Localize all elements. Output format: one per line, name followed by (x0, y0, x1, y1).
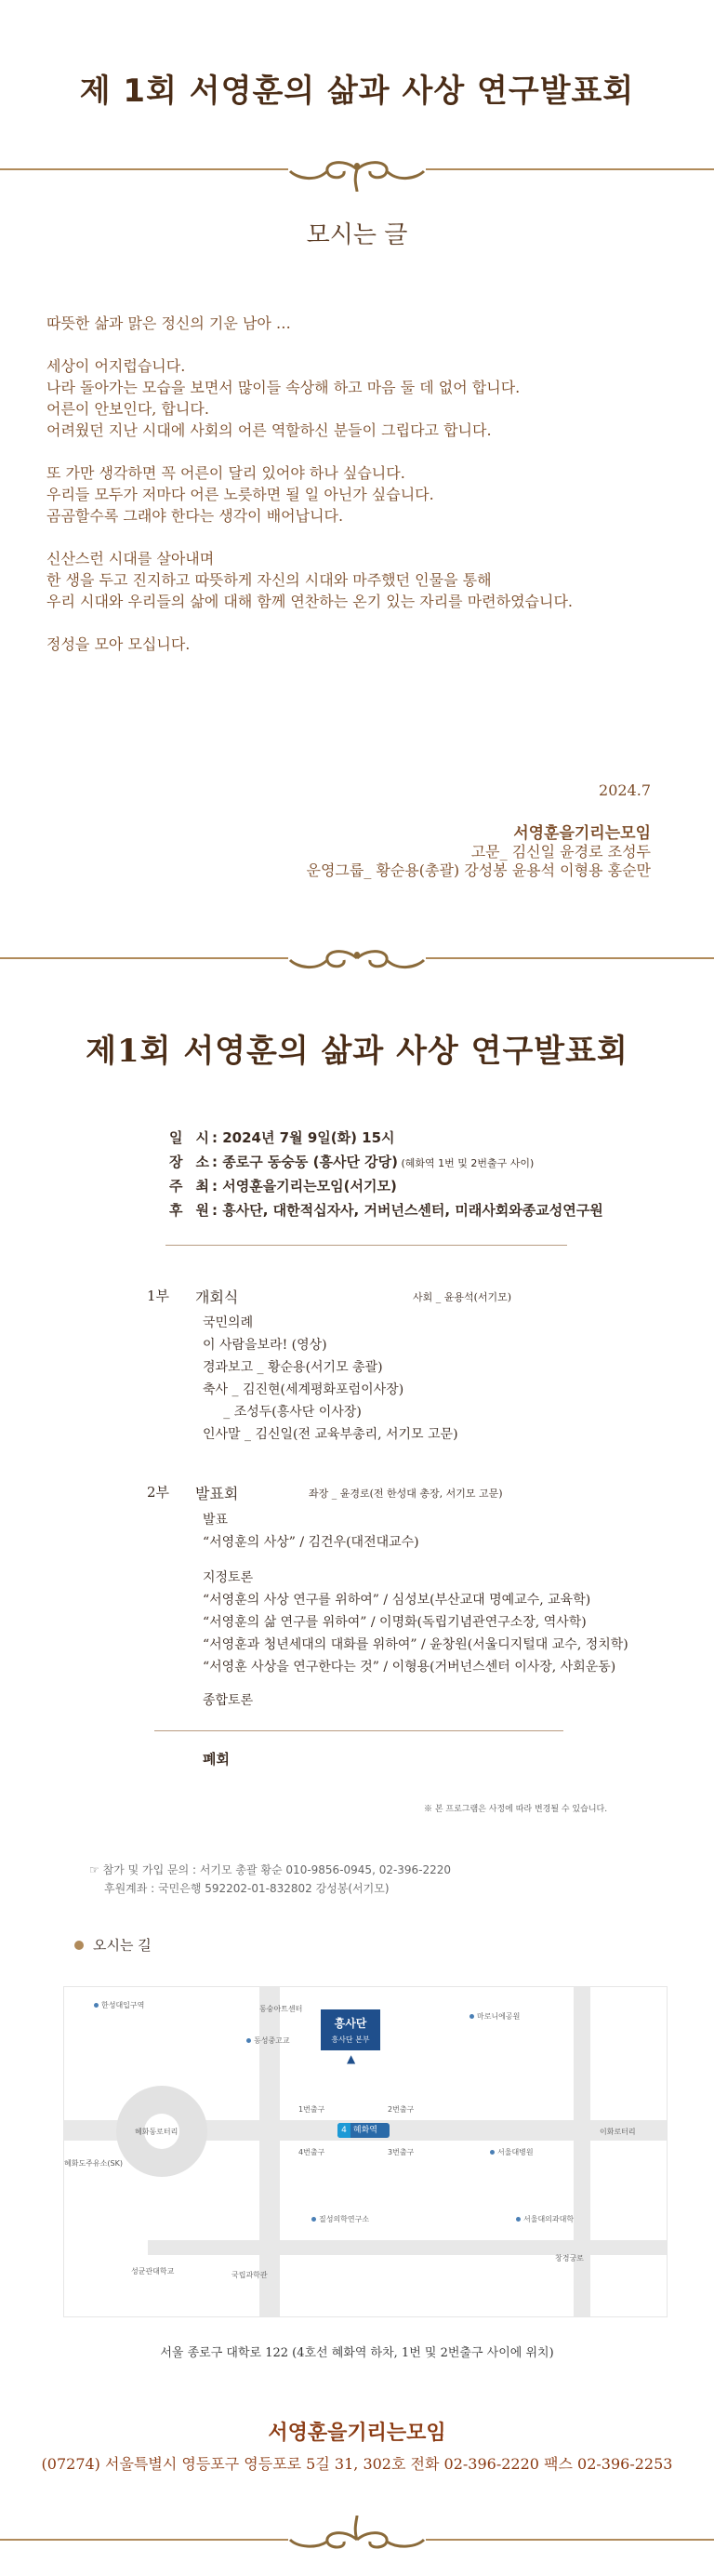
program-item: 이 사람을보라! (영상) (203, 1338, 327, 1353)
part1-moderator: 사회 _ 윤용석(서기모) (413, 1291, 512, 1303)
bullet-icon (74, 1941, 84, 1950)
presentation-item: “서영훈의 사상” / 김건우(대전대교수) (203, 1535, 419, 1550)
map-label: 창경궁로 (555, 2254, 584, 2262)
brand-logo-text: 흥사단 (334, 2017, 367, 2030)
map-label: 동성중고교 (246, 2035, 290, 2046)
part1-name: 개회식 (195, 1288, 239, 1306)
map-label: 이화로터리 (600, 2128, 636, 2136)
line-number-badge: 4 (337, 2123, 350, 2138)
program-item: 인사말 _ 김신일(전 교육부총리, 서기모 고문) (203, 1427, 458, 1442)
invitation-heading: 모시는 글 (306, 221, 408, 249)
event-sponsor-row: 후원: 흥사단, 대한적십자사, 거버넌스센터, 미래사회와종교성연구원 (169, 1202, 603, 1219)
letter-paragraph: 따뜻한 삶과 맑은 정신의 기운 남아 … (46, 314, 291, 332)
footer-address: (07274) 서울특별시 영등포구 영등포로 5길 31, 302호 전화 02-396-2220 팩스 02-396-2253 (41, 2455, 673, 2473)
map-label: 4번출구 (298, 2148, 325, 2156)
map-road (148, 2240, 667, 2255)
invitation-letter (46, 313, 669, 676)
poi-dot-icon (516, 2217, 521, 2222)
event-title: 제1회 서영훈의 삶과 사상 연구발표회 (86, 1033, 628, 1070)
discussion-item: “서영훈의 사상 연구를 위하여” / 심성보(부산교대 명예교수, 교육학) (203, 1593, 591, 1608)
event-host-row: 주최: 서영훈을기리는모임(서기모) (169, 1178, 397, 1195)
discussion-item: “서영훈과 청년세대의 대화를 위하여” / 윤창원(서울디지털대 교수, 정치학) (203, 1637, 628, 1652)
location-marker-icon: ▲ (347, 2052, 356, 2065)
map-address: 서울 종로구 대학로 122 (4호선 혜화역 하차, 1번 및 2번출구 사이에 위치) (160, 2346, 554, 2360)
program-note: ※ 본 프로그램은 사정에 따라 변경될 수 있습니다. (424, 1805, 608, 1814)
donation-account: 후원계좌 : 국민은행 592202-01-832802 강성봉(서기모) (104, 1882, 390, 1895)
event-date-row: 일시: 2024년 7월 9일(화) 15시 (169, 1129, 395, 1146)
discussion-heading: 지정토론 (203, 1570, 254, 1585)
map-label: 서울대병원 (490, 2147, 534, 2157)
map-label: 1번출구 (298, 2105, 325, 2114)
map-label: 마로니에공원 (469, 2011, 520, 2022)
map-label: 한성대입구역 (94, 2000, 144, 2010)
program-item: _ 조성두(흥사단 이사장) (203, 1405, 362, 1420)
subway-station (337, 2123, 390, 2138)
divider-line (154, 1730, 563, 1731)
letter-paragraph: 세상이 어지럽습니다. 나라 돌아가는 모습을 보면서 많이들 속상해 하고 마음 둘 데 없어 합니다. 어른이 안보인다, 합니다. 어려웠던 지난 시대에 사회의 어른 역할하신 분들이 그립다고 합니다. (46, 357, 521, 439)
map-label: 성균관대학교 (131, 2267, 175, 2276)
closing-item: 폐회 (203, 1751, 230, 1768)
part1-label: 1부 (147, 1288, 170, 1304)
map-label: 동숭아트센터 (259, 2005, 303, 2013)
inquiry-contact: ☞ 참가 및 가입 문의 : 서기모 총괄 황순 010-9856-0945, 02-396-2220 (89, 1863, 452, 1876)
part2-name: 발표회 (195, 1485, 239, 1502)
station-name: 혜화역 (352, 2126, 377, 2135)
letter-paragraph: 정성을 모아 모십니다. (46, 635, 191, 653)
heungsadan-building (321, 2009, 380, 2050)
poi-dot-icon (246, 2038, 251, 2043)
poi-dot-icon (311, 2217, 316, 2222)
poi-dot-icon (490, 2150, 495, 2155)
operating-group: 운영그룹_ 황순용(총괄) 강성봉 윤용석 이형용 홍순만 (306, 861, 651, 879)
ornament-divider (0, 947, 714, 984)
map-label: 서울대의과대학 (516, 2214, 574, 2224)
discussion-item: “서영훈 사상을 연구한다는 것” / 이형용(거버넌스센터 이사장, 사회운동) (203, 1660, 616, 1675)
page-title: 제 1회 서영훈의 삶과 사상 연구발표회 (79, 73, 635, 110)
letter-paragraph: 신산스런 시대를 살아내며 한 생을 두고 진지하고 따뜻하게 자신의 시대와 마주했던 인물을 통해 우리 시대와 우리들의 삶에 대해 함께 연찬하는 온기 있는 자리를 마련하였습니다. (46, 550, 573, 610)
organizer-name: 서영훈을기리는모임 (513, 824, 651, 843)
map-label: 국립과학관 (231, 2271, 268, 2279)
location-map (63, 1986, 668, 2317)
map-road (574, 1987, 590, 2316)
program-item: 경과보고 _ 황순용(서기모 총괄) (203, 1360, 383, 1375)
presentation-heading: 발표 (203, 1513, 229, 1528)
footer-org-name: 서영훈을기리는모임 (268, 2421, 446, 2445)
poi-dot-icon (94, 2003, 99, 2008)
general-discussion: 종합토론 (203, 1693, 254, 1708)
map-label: 혜화도주유소(SK) (64, 2159, 123, 2168)
divider-line (165, 1245, 567, 1246)
ornament-divider (0, 2512, 714, 2549)
map-label: 질성의학연구소 (311, 2214, 369, 2224)
program-item: 국민의례 (203, 1315, 254, 1330)
part2-chair: 좌장 _ 윤경로(전 한성대 총장, 서기모 고문) (309, 1488, 503, 1500)
map-heading: 오시는 길 (93, 1937, 152, 1954)
letter-date: 2024.7 (599, 781, 651, 799)
advisors: 고문_ 김신일 윤경로 조성두 (470, 843, 651, 861)
map-label: 3번출구 (388, 2148, 415, 2156)
program-item: 축사 _ 김진현(세계평화포럼이사장) (203, 1382, 404, 1397)
ornament-divider (0, 160, 714, 197)
map-label: 2번출구 (388, 2105, 415, 2114)
letter-paragraph: 또 가만 생각하면 꼭 어른이 달리 있어야 하나 싶습니다. 우리들 모두가 저마다 어른 노릇하면 될 일 아닌가 싶습니다. 곰곰할수록 그래야 한다는 생각이 배어납니다. (46, 464, 434, 525)
poi-dot-icon (469, 2014, 474, 2019)
part2-items (203, 1509, 628, 1712)
map-label: 혜화동로터리 (135, 2128, 178, 2136)
event-venue-row: 장소: 종로구 동숭동 (흥사단 강당) (혜화역 1번 및 2번출구 사이) (169, 1154, 535, 1170)
discussion-item: “서영훈의 삶 연구를 위하여” / 이명화(독립기념관연구소장, 역사학) (203, 1615, 587, 1630)
part1-items (203, 1312, 458, 1446)
brand-subtitle: 흥사단 본부 (331, 2035, 370, 2044)
part2-label: 2부 (147, 1484, 170, 1501)
